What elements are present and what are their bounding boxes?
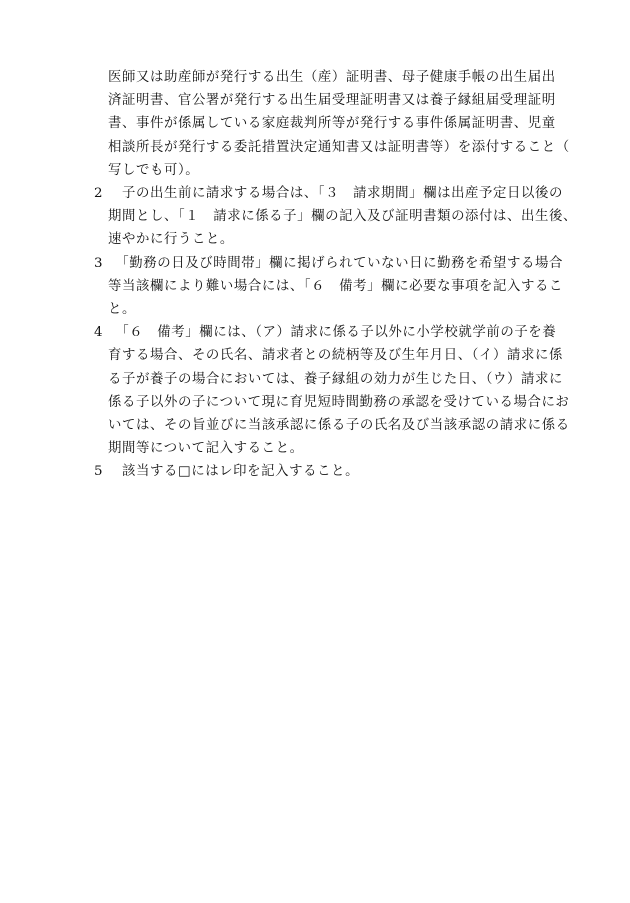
note-number: 3: [94, 255, 104, 271]
note-line: 写しでも可）。: [108, 162, 200, 178]
note-line: 相談所長が発行する委託措置決定通知書又は証明書等）を添付すること（: [108, 139, 570, 155]
note-line: 医師又は助産師が発行する出生（産）証明書、母子健康手帳の出生届出: [108, 70, 556, 85]
note-line: と。: [108, 302, 136, 318]
note-item-3: [94, 252, 590, 322]
note-line: 書、事件が係属している家庭裁判所等が発行する事件係属証明書、児童: [108, 116, 556, 132]
note-line: 済証明書、官公署が発行する出生届受理証明書又は養子縁組届受理証明: [108, 93, 556, 109]
note-line: 期間等について記入すること。: [108, 441, 304, 457]
note-line: 等当該欄により難い場合には、「６ 備考」欄に必要な事項を記入するこ: [108, 278, 563, 294]
note-line: 「６ 備考」欄には、（ア）請求に係る子以外に小学校就学前の子を養: [108, 325, 557, 341]
note-item-2: [94, 182, 590, 252]
note-number: 2: [94, 186, 104, 202]
note-line: 係る子以外の子について現に育児短時間勤務の承認を受けている場合にお: [108, 394, 570, 410]
note-line: 「勤務の日及び時間帯」欄に掲げられていない日に勤務を希望する場合: [108, 255, 563, 271]
notes-list: [94, 66, 590, 484]
note-item-1-continuation: [94, 66, 590, 182]
note-line: 期間とし、「１ 請求に係る子」欄の記入及び証明書類の添付は、出生後、: [108, 209, 577, 225]
note-item-5: [94, 460, 590, 483]
note-line: 子の出生前に請求する場合は、「３ 請求期間」欄は出産予定日以後の: [108, 186, 563, 202]
note-item-4: [94, 321, 590, 460]
note-line: 育する場合、その氏名、請求者との続柄等及び生年月日、（イ）請求に係: [108, 348, 563, 364]
note-line: いては、その旨並びに当該承認に係る子の氏名及び当該承認の請求に係る: [108, 418, 570, 434]
note-number: 4: [94, 325, 104, 341]
note-line: る子が養子の場合においては、養子縁組の効力が生じた日、（ウ）請求に: [108, 371, 563, 387]
note-line: 速やかに行うこと。: [108, 232, 234, 248]
note-number: 5: [94, 464, 104, 480]
note-line: 該当する□にはレ印を記入すること。: [108, 464, 360, 480]
